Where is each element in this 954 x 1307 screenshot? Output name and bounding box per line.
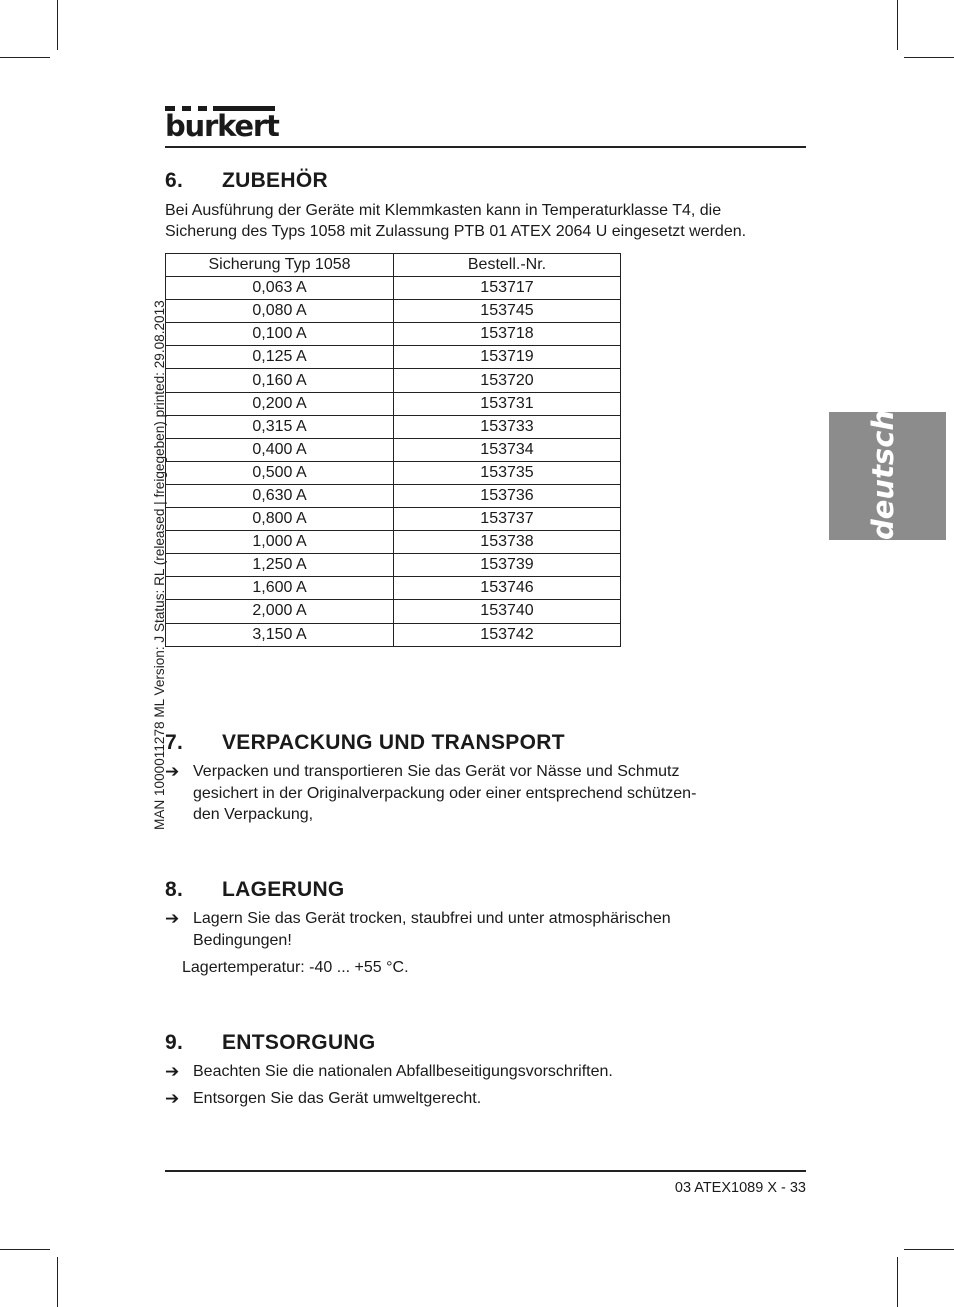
table-cell: 153717 — [394, 277, 621, 300]
table-cell: 153735 — [394, 461, 621, 484]
table-cell: 0,080 A — [166, 300, 394, 323]
section-6-intro-line1: Bei Ausführung der Geräte mit Klemmkasten kann in Temperaturklasse T4, die — [165, 202, 722, 219]
table-row — [166, 577, 621, 600]
table-row — [166, 484, 621, 507]
table-cell: 0,100 A — [166, 323, 394, 346]
table-cell: 153745 — [394, 300, 621, 323]
arrow-right-icon: ➔ — [165, 1062, 180, 1081]
table-header-row — [166, 254, 621, 277]
section-number: 8. — [165, 878, 184, 901]
table-cell: 1,000 A — [166, 531, 394, 554]
table-cell: 153733 — [394, 415, 621, 438]
table-cell: 153734 — [394, 438, 621, 461]
table-cell: 153720 — [394, 369, 621, 392]
section-title: LAGERUNG — [222, 878, 345, 901]
crop-mark — [897, 1257, 898, 1307]
table-cell: 153718 — [394, 323, 621, 346]
bullet-line: den Verpackung, — [193, 806, 314, 823]
crop-mark — [904, 57, 954, 58]
fuse-table — [165, 253, 621, 647]
arrow-right-icon: ➔ — [165, 909, 180, 928]
storage-temperature: Lagertemperatur: -40 ... +55 °C. — [182, 959, 409, 976]
footer-rule — [165, 1170, 806, 1172]
table-row — [166, 554, 621, 577]
table-cell: 153746 — [394, 577, 621, 600]
arrow-right-icon: ➔ — [165, 762, 180, 781]
table-row — [166, 369, 621, 392]
table-cell: 153742 — [394, 623, 621, 646]
table-row — [166, 461, 621, 484]
table-row — [166, 415, 621, 438]
page-reference: 03 ATEX1089 X - 33 — [674, 1180, 806, 1196]
table-header-cell: Sicherung Typ 1058 — [166, 254, 394, 277]
bullet-text: Beachten Sie die nationalen Abfallbeseitigungsvorschriften. — [193, 1063, 613, 1080]
crop-mark — [57, 0, 58, 50]
bullet-text: Entsorgen Sie das Gerät umweltgerecht. — [193, 1090, 482, 1107]
bullet-line: Lagern Sie das Gerät trocken, staubfrei und unter atmosphärischen — [193, 910, 671, 927]
section-6-intro-line2: Sicherung des Typs 1058 mit Zulassung PTB 01 ATEX 2064 U eingesetzt werden. — [165, 223, 747, 240]
crop-mark — [897, 0, 898, 50]
table-row — [166, 392, 621, 415]
table-row — [166, 508, 621, 531]
table-cell: 0,160 A — [166, 369, 394, 392]
table-cell: 2,000 A — [166, 600, 394, 623]
table-cell: 0,630 A — [166, 484, 394, 507]
section-number: 7. — [165, 731, 184, 754]
document-meta: MAN 1000011278 ML Version: J Status: RL (released | freigegeben) printed: 29.08.2013 — [152, 300, 167, 830]
crop-mark — [0, 57, 50, 58]
language-tab — [829, 409, 946, 540]
table-cell: 0,315 A — [166, 415, 394, 438]
section-title: VERPACKUNG UND TRANSPORT — [222, 731, 565, 754]
brand-logo — [165, 106, 279, 143]
table-cell: 153737 — [394, 508, 621, 531]
table-cell: 0,800 A — [166, 508, 394, 531]
table-cell: 153736 — [394, 484, 621, 507]
logo-text: burkert — [165, 109, 279, 143]
table-row — [166, 623, 621, 646]
table-cell: 1,250 A — [166, 554, 394, 577]
table-cell: 0,125 A — [166, 346, 394, 369]
table-row — [166, 600, 621, 623]
table-row — [166, 438, 621, 461]
table-row — [166, 277, 621, 300]
table-cell: 153731 — [394, 392, 621, 415]
bullet-line: gesichert in der Originalverpackung oder einer entsprechend schützen- — [193, 784, 697, 802]
table-cell: 0,063 A — [166, 277, 394, 300]
table-cell: 153740 — [394, 600, 621, 623]
table-header-cell: Bestell.-Nr. — [394, 254, 621, 277]
table-row — [166, 300, 621, 323]
table-cell: 0,200 A — [166, 392, 394, 415]
arrow-right-icon: ➔ — [165, 1089, 180, 1108]
bullet-line: Verpacken und transportieren Sie das Gerät vor Nässe und Schmutz — [193, 763, 680, 780]
table-cell: 3,150 A — [166, 623, 394, 646]
section-title: ZUBEHÖR — [222, 169, 328, 192]
section-title: ENTSORGUNG — [222, 1031, 376, 1054]
table-row — [166, 323, 621, 346]
table-cell: 0,400 A — [166, 438, 394, 461]
section-number: 9. — [165, 1031, 184, 1054]
crop-mark — [0, 1249, 50, 1250]
bullet-line: Bedingungen! — [193, 931, 292, 949]
crop-mark — [904, 1249, 954, 1250]
header-rule — [165, 146, 806, 148]
table-cell: 153719 — [394, 346, 621, 369]
table-cell: 0,500 A — [166, 461, 394, 484]
table-cell: 153739 — [394, 554, 621, 577]
language-tab-label: deutsch — [866, 409, 900, 540]
table-row — [166, 531, 621, 554]
table-row — [166, 346, 621, 369]
crop-mark — [57, 1257, 58, 1307]
table-cell: 153738 — [394, 531, 621, 554]
section-number: 6. — [165, 169, 184, 192]
table-cell: 1,600 A — [166, 577, 394, 600]
